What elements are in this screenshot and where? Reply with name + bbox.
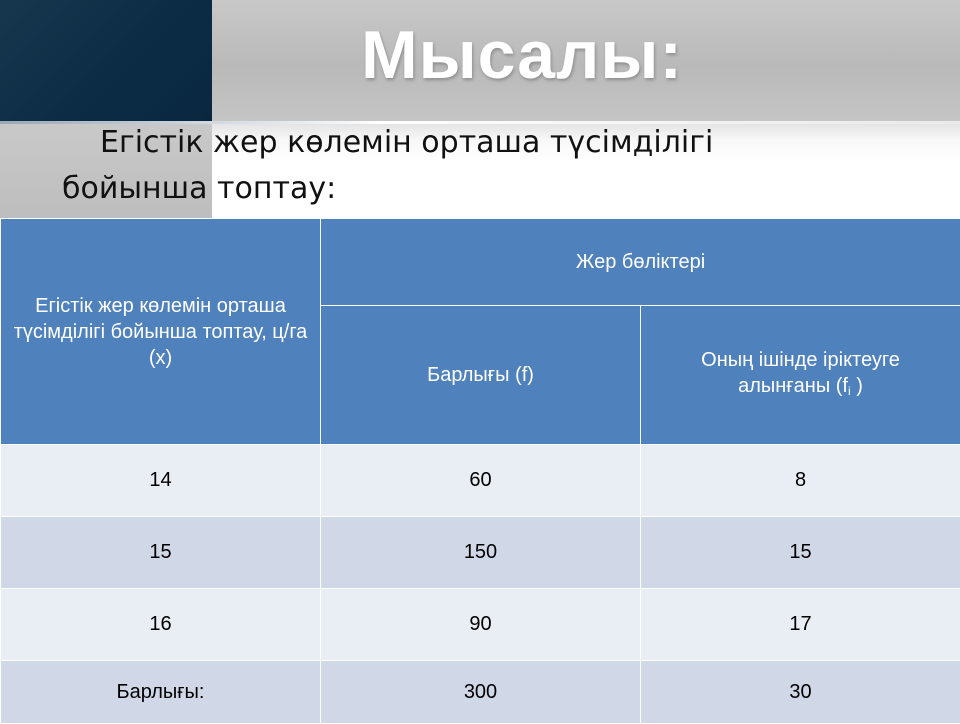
cell-x: 15 bbox=[1, 517, 321, 589]
grouping-table bbox=[0, 218, 960, 724]
subtitle-line-1: Егістік жер көлемін орташа түсімділігі bbox=[62, 120, 882, 166]
cell-total-fi: 30 bbox=[641, 661, 960, 724]
title-panel-dark bbox=[0, 0, 212, 122]
column-header-sampled-fi-end: ) bbox=[851, 375, 863, 397]
column-header-sampled-fi bbox=[641, 306, 960, 445]
cell-fi: 8 bbox=[641, 445, 960, 517]
cell-fi: 15 bbox=[641, 517, 960, 589]
slide-subtitle bbox=[62, 120, 882, 212]
cell-total-label: Барлығы: bbox=[1, 661, 321, 724]
cell-f: 150 bbox=[321, 517, 641, 589]
column-header-total-f: Барлығы (f) bbox=[321, 306, 641, 445]
slide-title: Мысалы: bbox=[212, 10, 832, 100]
table-row bbox=[1, 445, 960, 517]
table-header-row-1 bbox=[1, 219, 960, 306]
column-header-land-plots: Жер бөліктері bbox=[321, 219, 960, 306]
table-total-row bbox=[1, 661, 960, 724]
table-row bbox=[1, 589, 960, 661]
cell-x: 14 bbox=[1, 445, 321, 517]
cell-f: 90 bbox=[321, 589, 641, 661]
cell-total-f: 300 bbox=[321, 661, 641, 724]
subtitle-line-2: бойынша топтау: bbox=[62, 166, 882, 212]
column-header-sampled-fi-text: Оның ішінде іріктеуге алынғаны (f bbox=[701, 349, 900, 397]
cell-x: 16 bbox=[1, 589, 321, 661]
column-header-sampled-fi-subscript: i bbox=[848, 384, 851, 398]
table-row bbox=[1, 517, 960, 589]
cell-f: 60 bbox=[321, 445, 641, 517]
cell-fi: 17 bbox=[641, 589, 960, 661]
column-header-yield-group: Егістік жер көлемін орташа түсімділігі бойынша топтау, ц/га (x) bbox=[1, 219, 321, 445]
